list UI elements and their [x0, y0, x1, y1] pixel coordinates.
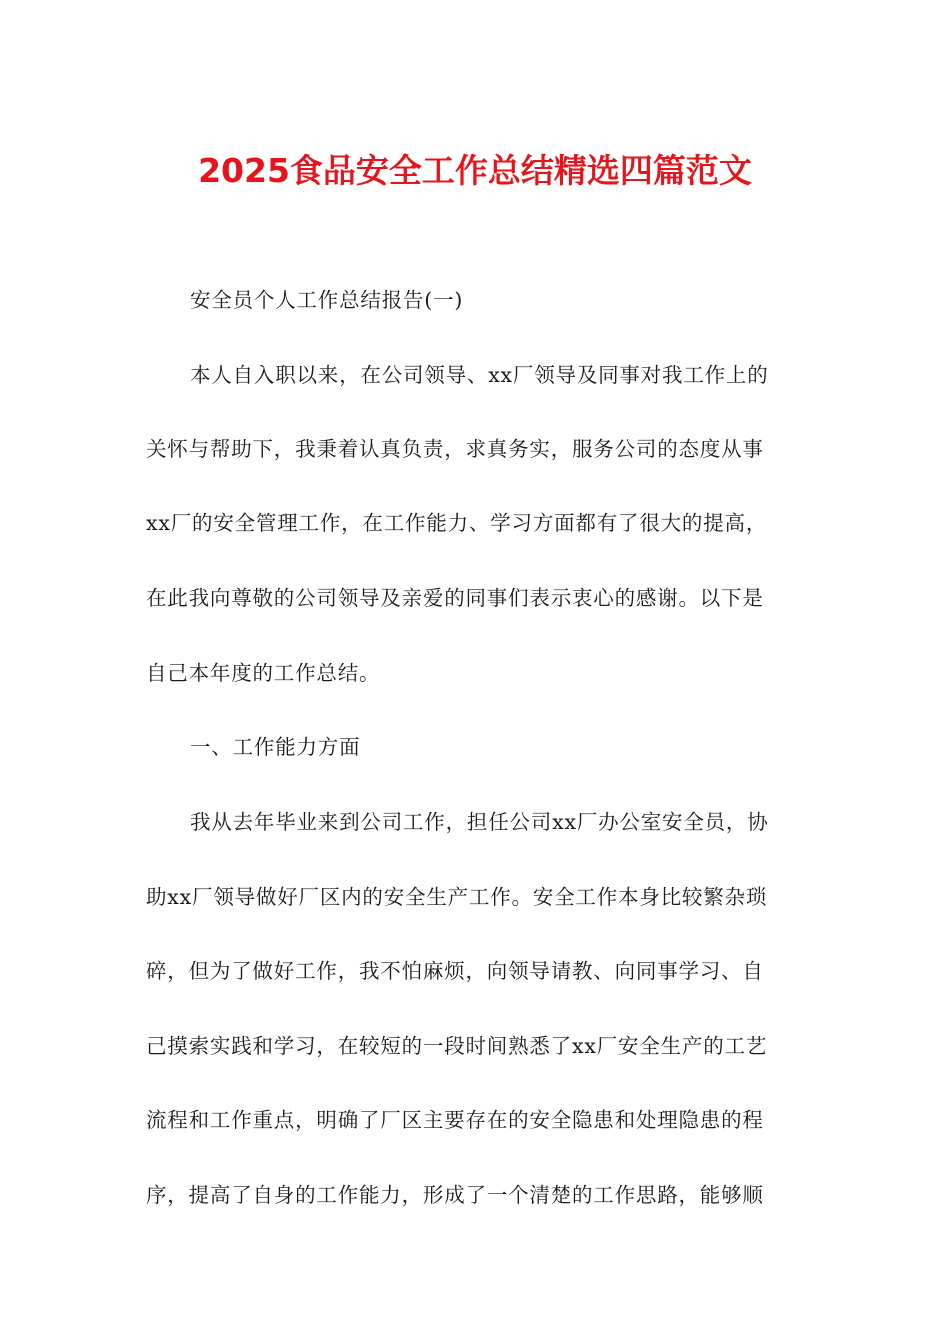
document-title: 2025食品安全工作总结精选四篇范文: [198, 151, 752, 190]
paragraph-line: 己摸索实践和学习，在较短的一段时间熟悉了xx厂安全生产的工艺: [146, 1034, 768, 1058]
paragraph-line: 流程和工作重点，明确了厂区主要存在的安全隐患和处理隐患的程: [146, 1108, 764, 1132]
paragraph-line: 在此我向尊敬的公司领导及亲爱的同事们表示衷心的感谢。以下是: [146, 586, 764, 610]
paragraph-line: xx厂的安全管理工作，在工作能力、学习方面都有了很大的提高，: [146, 511, 768, 535]
paragraph-line: 助xx厂领导做好厂区内的安全生产工作。安全工作本身比较繁杂琐: [146, 885, 768, 909]
section-heading-ability: 一、工作能力方面: [190, 735, 361, 759]
paragraph-line: 关怀与帮助下，我秉着认真负责，求真务实，服务公司的态度从事: [146, 437, 764, 461]
paragraph-line: 我从去年毕业来到公司工作，担任公司xx厂办公室安全员，协: [190, 810, 769, 834]
paragraph-line: 本人自入职以来，在公司领导、xx厂领导及同事对我工作上的: [190, 363, 769, 387]
section-heading-report: 安全员个人工作总结报告(一): [190, 288, 464, 312]
paragraph-line: 自己本年度的工作总结。: [146, 661, 381, 685]
paragraph-line: 序，提高了自身的工作能力，形成了一个清楚的工作思路，能够顺: [146, 1183, 764, 1207]
paragraph-line: 碎，但为了做好工作，我不怕麻烦，向领导请教、向同事学习、自: [146, 959, 764, 983]
